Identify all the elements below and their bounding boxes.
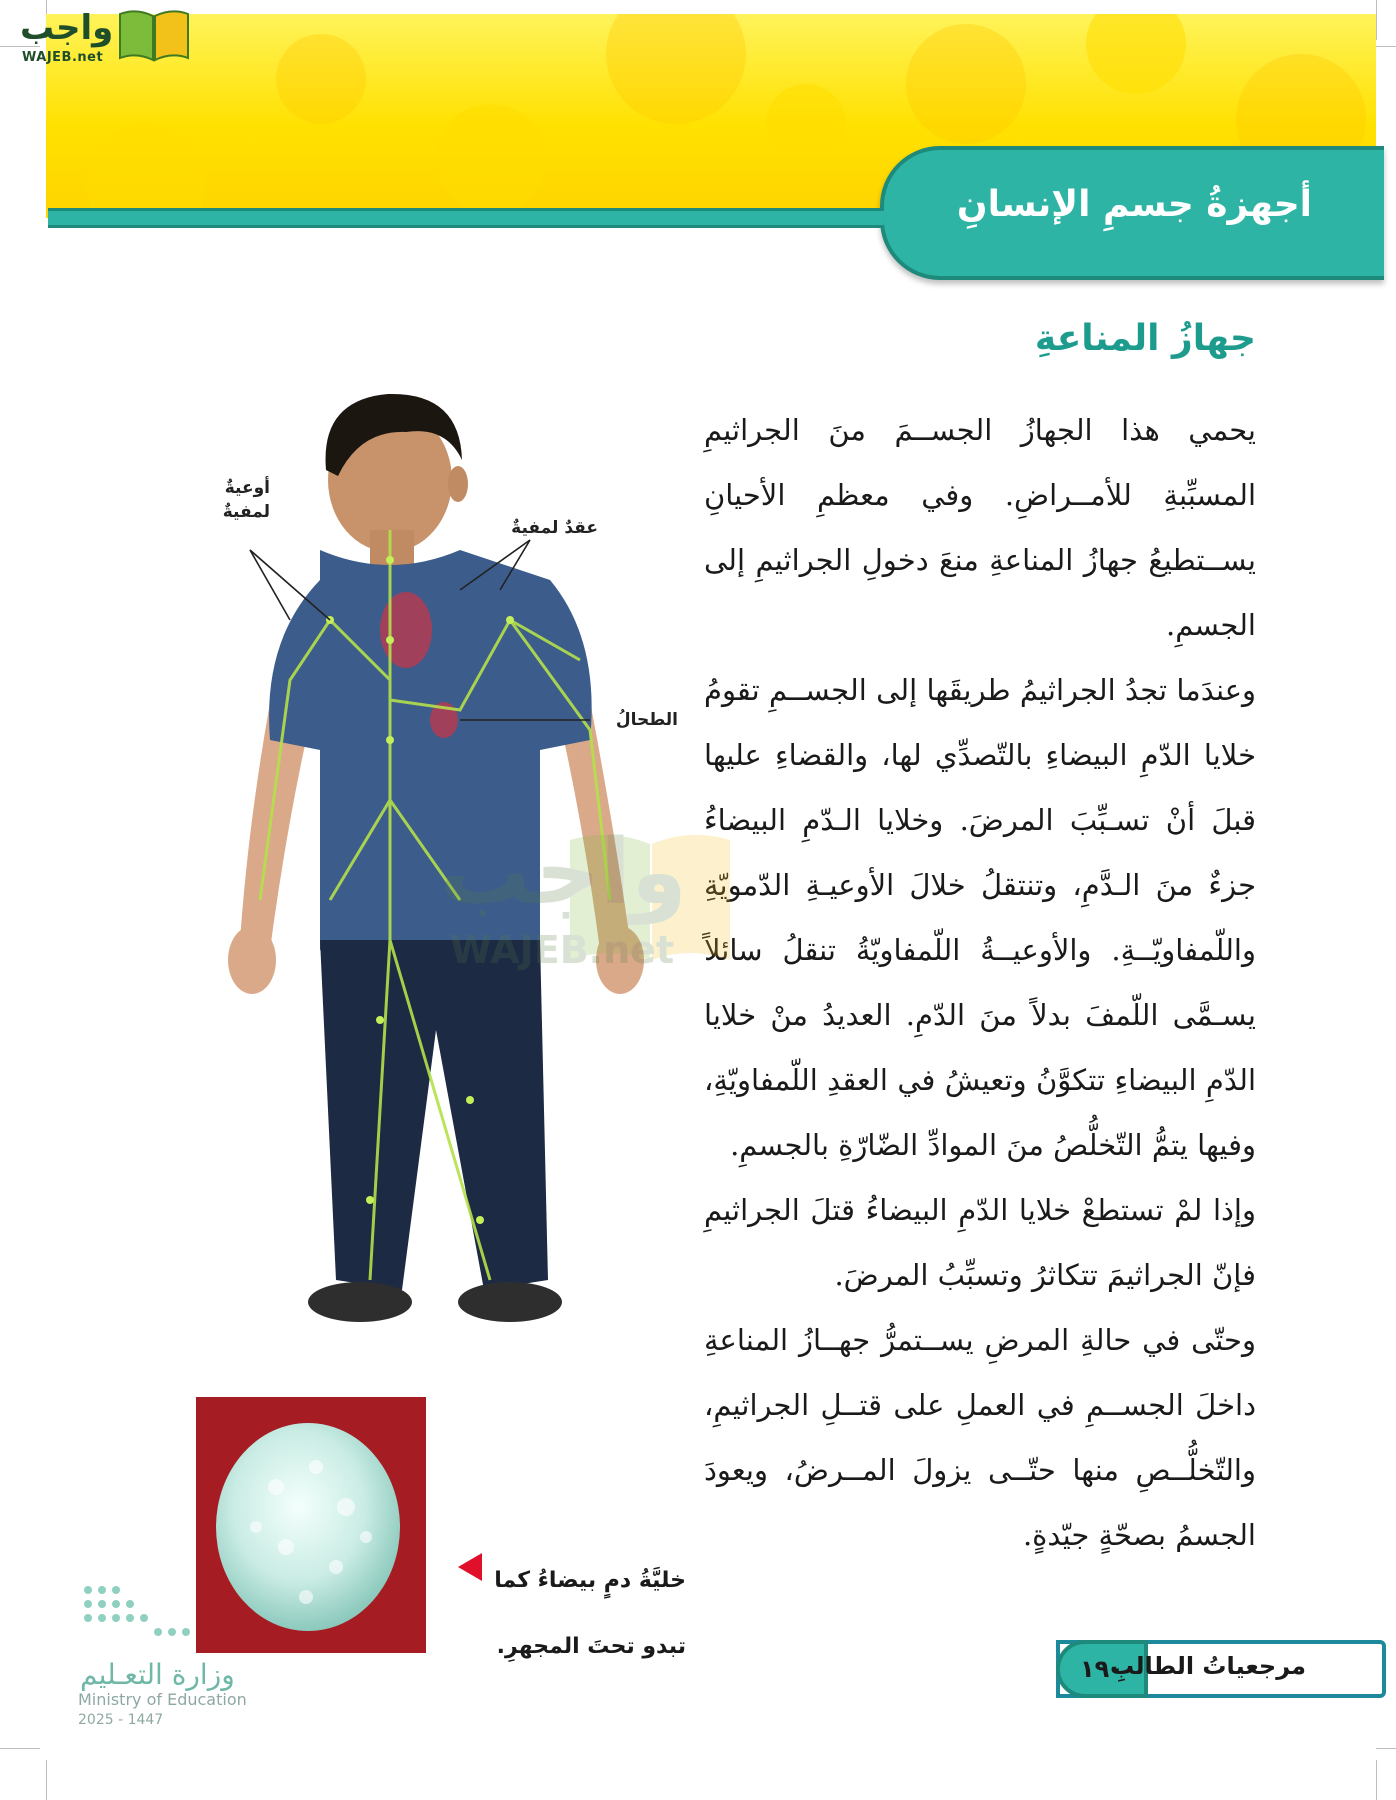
crop-mark — [1376, 1748, 1396, 1749]
label-lymph-nodes: عقدٌ لمفيةٌ — [511, 518, 598, 538]
paragraph: وحتّى في حالةِ المرضِ يســتمرُّ جهــازُ المناعةِ داخلَ الجســمِ في العملِ على قتــلِ الجراثيمِ، والتّخلُّــصِ منها حتّــى يزولَ المــرضُ، ويعودَ الجسمُ بصحّةٍ جيّدةٍ. — [704, 1323, 1256, 1552]
chapter-title-banner — [880, 146, 1384, 280]
crop-mark — [46, 1760, 47, 1800]
footer-badge — [1056, 1640, 1386, 1698]
page-number: ١٩٠ — [1056, 1640, 1148, 1698]
watermark-ar: واجب — [440, 820, 687, 925]
section-heading: جهازُ المناعةِ — [1034, 318, 1256, 359]
watermark-en: WAJEB.net — [450, 928, 675, 972]
body-text — [704, 398, 1256, 1568]
ministry-name-en: Ministry of Education — [78, 1690, 247, 1709]
label-spleen: الطحالُ — [615, 710, 678, 730]
body-illustration — [210, 380, 680, 1360]
paragraph: وإذا لمْ تستطعْ خلايا الدّمِ البيضاءُ قتلَ الجراثيمِ فإنّ الجراثيمَ تتكاثرُ وتسبِّبُ المرضَ. — [704, 1193, 1256, 1292]
crop-mark — [1376, 0, 1377, 40]
brand-logo-ar: واجب — [20, 8, 114, 48]
footer-label: مرجعياتُ الطالبِ — [1110, 1652, 1306, 1680]
lymphatic-figure — [210, 380, 680, 1360]
chapter-title: أجهزةُ جسمِ الإنسانِ — [956, 184, 1312, 225]
book-icon — [116, 6, 192, 64]
brand-logo-en: WAJEB.net — [22, 50, 104, 65]
crop-mark — [0, 1748, 40, 1749]
ministry-name-ar: وزارة التعـليم — [80, 1658, 235, 1691]
paragraph: يحمي هذا الجهازُ الجســمَ منَ الجراثيمِ المسبِّبةِ للأمــراضِ. وفي معظمِ الأحيانِ يســتطيعُ جهازُ المناعةِ منعَ دخولِ الجراثيمِ إلى الجسمِ. — [704, 413, 1256, 642]
ministry-year: 2025 - 1447 — [78, 1712, 164, 1728]
label-lymph-vessels: أوعيةٌ لمفيةٌ — [222, 478, 270, 522]
paragraph: وعندَما تجدُ الجراثيمُ طريقَها إلى الجســمِ تقومُ خلايا الدّمِ البيضاءِ بالتّصدِّي لها، والقضاءِ عليها قبلَ أنْ تسـبِّبَ المرضَ. وخلايا الـدّمِ البيضاءُ جزءٌ منَ الـدَّمِ، وتنتقلُ خلالَ الأوعيـةِ الدّمويّةِ واللّمفاويّــةِ. والأوعيــةُ اللّمفاويّةُ تنقلُ سائلاً يسـمَّى اللّمفَ بدلاً منَ الدّمِ. العديدُ منْ خلايا الدّمِ البيضاءِ تتكوَّنُ وتعيشُ في العقدِ اللّمفاويّةِ، وفيها يتمُّ التّخلُّصُ منَ الموادِّ الضّارّةِ بالجسمِ. — [704, 673, 1256, 1162]
micrograph-caption: خليَّةُ دمٍ بيضاءُ كما تبدو تحتَ المجهرِ. — [494, 1568, 686, 1659]
crop-mark — [1376, 46, 1396, 47]
brand-logo — [10, 6, 186, 66]
ministry-logo — [74, 1580, 264, 1730]
crop-mark — [1376, 1760, 1377, 1800]
